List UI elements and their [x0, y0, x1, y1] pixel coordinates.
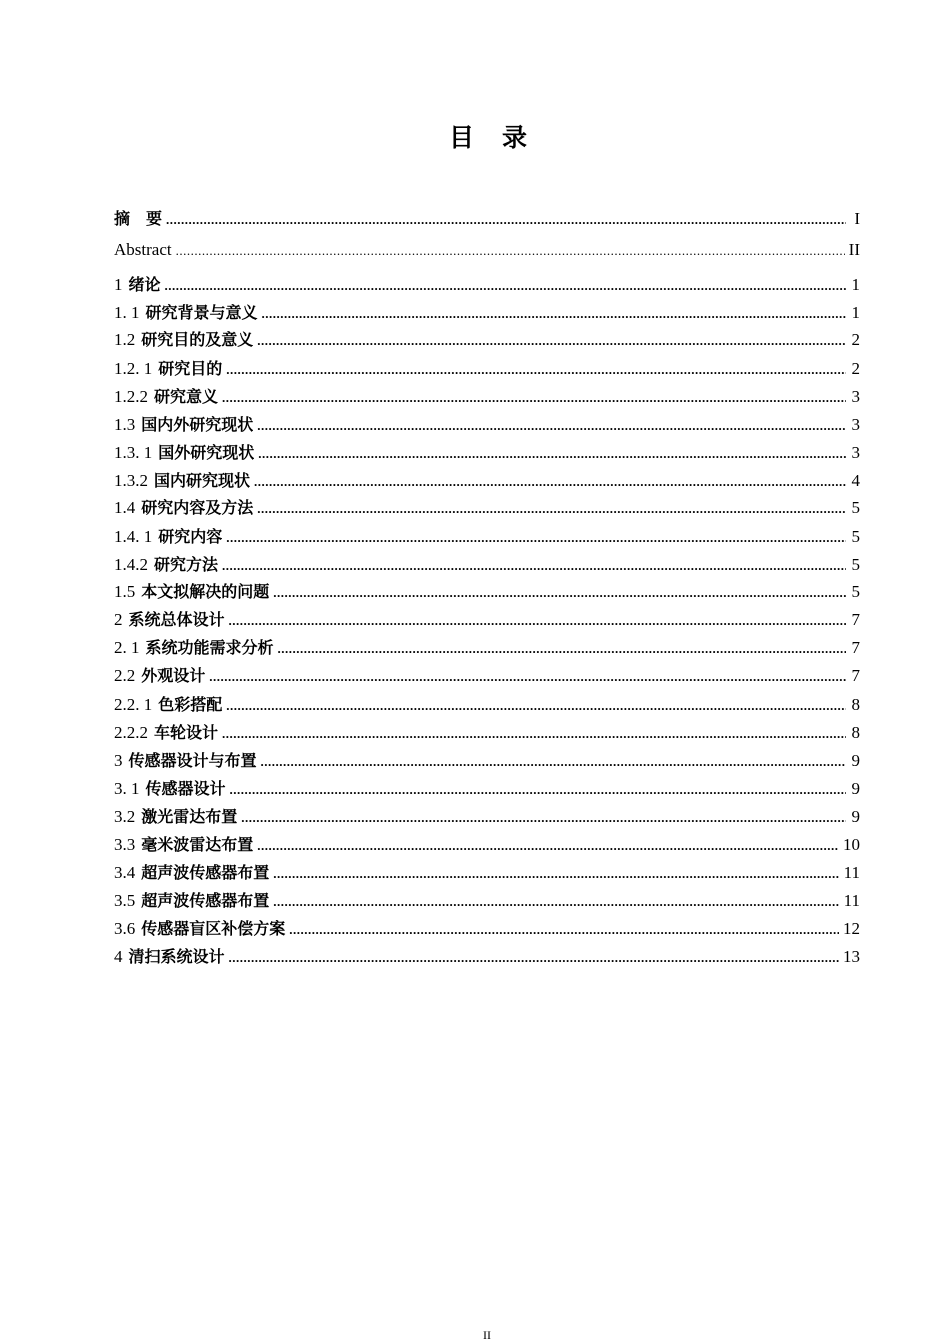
toc-entry[interactable]	[114, 581, 860, 603]
toc-entry-number: 1.4. 1	[114, 527, 153, 546]
dot-leader	[176, 240, 845, 262]
toc-entry-page-number: 5	[851, 498, 860, 517]
toc-entry-label: 国外研究现状	[158, 443, 255, 462]
dot-leader	[226, 695, 846, 717]
toc-entry-label: 传感器盲区补偿方案	[141, 919, 286, 938]
dot-leader	[226, 527, 846, 549]
dot-leader	[230, 779, 846, 801]
toc-entry-label: 国内外研究现状	[141, 415, 254, 434]
toc-entry-label: 超声波传感器布置	[141, 891, 270, 910]
toc-entry[interactable]	[114, 414, 860, 436]
toc-entry[interactable]	[114, 386, 860, 408]
toc-entry-label: 研究目的及意义	[141, 330, 254, 349]
toc-entry-label: 研究意义	[154, 387, 219, 406]
toc-entry-number: 3. 1	[114, 779, 140, 798]
toc-entry-page-number: 11	[843, 891, 860, 910]
toc-entry-page-number: 9	[851, 807, 860, 826]
toc-entry-page-number: II	[848, 240, 860, 259]
toc-entry[interactable]	[114, 526, 860, 548]
toc-entry-number: 1.3. 1	[114, 443, 153, 462]
toc-entry[interactable]	[114, 497, 860, 519]
toc-entry[interactable]	[114, 274, 860, 296]
toc-entry-label: 毫米波雷达布置	[141, 835, 254, 854]
toc-entry[interactable]	[114, 834, 860, 856]
toc-entry[interactable]	[114, 358, 860, 380]
toc-entry-number: 1.4.2	[114, 555, 148, 574]
toc-entry-label: 研究目的	[158, 359, 223, 378]
dot-leader	[241, 807, 846, 829]
dot-leader	[257, 835, 839, 857]
dot-leader	[254, 471, 846, 493]
toc-entry-label: 摘 要	[114, 209, 163, 228]
dot-leader	[257, 330, 846, 352]
toc-entry-label: 研究内容	[158, 527, 223, 546]
toc-entry[interactable]	[114, 750, 860, 772]
dot-leader	[257, 415, 846, 437]
title-char-1: 目	[448, 123, 476, 152]
toc-entry-page-number: I	[854, 209, 860, 228]
toc-entry-page-number: 2	[851, 359, 860, 378]
toc-entry-label: 外观设计	[141, 666, 206, 685]
dot-leader	[273, 891, 839, 913]
toc-entry-label: 传感器设计	[145, 779, 226, 798]
toc-entry-page-number: 3	[851, 387, 860, 406]
toc-entry-number: 3.3	[114, 835, 136, 854]
dot-leader	[222, 555, 846, 577]
toc-entry-page-number: 9	[851, 751, 860, 770]
dot-leader	[166, 209, 846, 231]
dot-leader	[273, 582, 846, 604]
toc-entry[interactable]	[114, 890, 860, 912]
toc-entry-number: 1.2	[114, 330, 136, 349]
toc-entry-number: 1.2.2	[114, 387, 148, 406]
toc-entry-page-number: 8	[851, 723, 860, 742]
toc-entry[interactable]	[114, 862, 860, 884]
toc-entry-page-number: 11	[843, 863, 860, 882]
toc-entry-label: 研究背景与意义	[145, 303, 258, 322]
toc-entry-number: 1	[114, 275, 123, 294]
dot-leader	[289, 919, 839, 941]
toc-entry-label: 车轮设计	[154, 723, 219, 742]
toc-entry-number: 1.2. 1	[114, 359, 153, 378]
page-title	[0, 118, 950, 154]
toc-entry-label: 清扫系统设计	[128, 947, 225, 966]
toc-entry-number: 1. 1	[114, 303, 140, 322]
toc-entry-page-number: 9	[851, 779, 860, 798]
toc-entry[interactable]	[114, 778, 860, 800]
toc-entry-number: 2	[114, 610, 123, 629]
dot-leader	[229, 610, 846, 632]
dot-leader	[226, 359, 846, 381]
toc-entry-number: 2.2	[114, 666, 136, 685]
toc-entry-label: 系统总体设计	[128, 610, 225, 629]
toc-entry-number: 1.5	[114, 582, 136, 601]
toc-entry-label: 超声波传感器布置	[141, 863, 270, 882]
title-char-2: 录	[502, 123, 530, 152]
toc-entry-number: 1.3	[114, 415, 136, 434]
dot-leader	[229, 947, 839, 969]
toc-entry[interactable]	[114, 637, 860, 659]
toc-entry[interactable]	[114, 609, 860, 631]
toc-entry-page-number: 2	[851, 330, 860, 349]
toc-entry[interactable]	[114, 722, 860, 744]
toc-entry-page-number: 5	[851, 582, 860, 601]
toc-entry-label: Abstract	[114, 240, 172, 259]
toc-entry-page-number: 12	[843, 919, 860, 938]
toc-entry-page-number: 7	[851, 666, 860, 685]
toc-entry-number: 2.2. 1	[114, 695, 153, 714]
toc-entry-page-number: 13	[843, 947, 860, 966]
toc-entry-label: 研究内容及方法	[141, 498, 254, 517]
toc-entry[interactable]	[114, 208, 860, 230]
dot-leader	[262, 303, 846, 325]
toc-entry-page-number: 8	[851, 695, 860, 714]
toc-entry[interactable]	[114, 665, 860, 687]
toc-entry-page-number: 3	[851, 443, 860, 462]
toc-entry-label: 研究方法	[154, 555, 219, 574]
toc-entry[interactable]	[114, 329, 860, 351]
dot-leader	[222, 387, 846, 409]
toc-entry-label: 系统功能需求分析	[145, 638, 274, 657]
toc-entry-number: 3.5	[114, 891, 136, 910]
toc-entry-label: 绪论	[128, 275, 161, 294]
toc-entry[interactable]	[114, 946, 860, 968]
toc-entry[interactable]	[114, 239, 860, 261]
dot-leader	[261, 751, 846, 773]
dot-leader	[278, 638, 846, 660]
toc-entry-number: 2.2.2	[114, 723, 148, 742]
toc-entry[interactable]	[114, 554, 860, 576]
toc-entry[interactable]	[114, 302, 860, 324]
toc-entry[interactable]	[114, 918, 860, 940]
toc-entry-label: 本文拟解决的问题	[141, 582, 270, 601]
toc-entry[interactable]	[114, 442, 860, 464]
toc-entry-label: 激光雷达布置	[141, 807, 238, 826]
toc-entry-page-number: 5	[851, 527, 860, 546]
toc-entry-page-number: 5	[851, 555, 860, 574]
toc-entry-page-number: 1	[851, 303, 860, 322]
dot-leader	[222, 723, 846, 745]
toc-entry-page-number: 4	[851, 471, 860, 490]
toc-entry-page-number: 1	[851, 275, 860, 294]
dot-leader	[165, 275, 846, 297]
toc-entry-label: 传感器设计与布置	[128, 751, 257, 770]
toc-entry-number: 1.4	[114, 498, 136, 517]
toc-entry-number: 3.6	[114, 919, 136, 938]
toc-entry-number: 2. 1	[114, 638, 140, 657]
toc-entry-number: 3.4	[114, 863, 136, 882]
toc-entry[interactable]	[114, 694, 860, 716]
toc-entry-label: 色彩搭配	[158, 695, 223, 714]
toc-entry-number: 3	[114, 751, 123, 770]
toc-entry-number: 3.2	[114, 807, 136, 826]
dot-leader	[209, 666, 846, 688]
toc-entry-number: 1.3.2	[114, 471, 148, 490]
toc-entry-page-number: 10	[843, 835, 860, 854]
toc-entry-page-number: 7	[851, 638, 860, 657]
dot-leader	[257, 498, 846, 520]
footer-page-number: II	[483, 1328, 491, 1342]
toc-entry-label: 国内研究现状	[154, 471, 251, 490]
toc-entry[interactable]	[114, 470, 860, 492]
toc-entry[interactable]	[114, 806, 860, 828]
dot-leader	[258, 443, 846, 465]
toc-entry-page-number: 7	[851, 610, 860, 629]
toc-entry-page-number: 3	[851, 415, 860, 434]
toc-entry-number: 4	[114, 947, 123, 966]
dot-leader	[273, 863, 839, 885]
